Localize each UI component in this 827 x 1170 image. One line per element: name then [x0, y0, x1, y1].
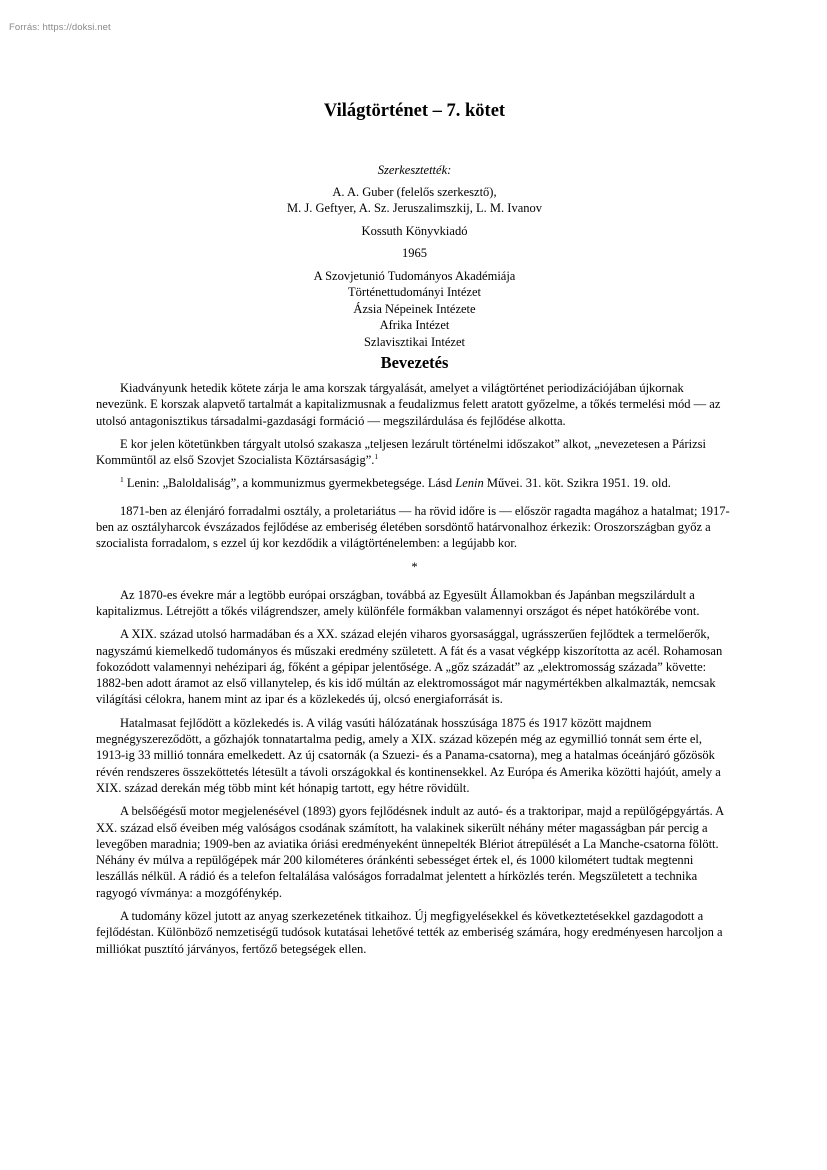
section-title: Bevezetés [380, 353, 449, 372]
title-page-info [96, 162, 733, 350]
institute-line: A Szovjetunió Tudományos Akadémiája [313, 268, 516, 283]
institute-line: Afrika Intézet [379, 318, 450, 332]
institutes-list [96, 268, 733, 351]
editors-list [96, 184, 733, 217]
footnote-number: 1 [120, 475, 124, 485]
document-title: Világtörténet – 7. kötet [323, 101, 506, 121]
section-separator: * [411, 559, 418, 574]
paragraph: A tudomány közel jutott az anyag szerkezetének titkaihoz. Új megfigyelésekkel és következtetésekkel gazdagodott a fejlődéstan. Különböző nemzetiségű tudósok kutatásai lehetővé tették az emberiség számára, hogy eredményesen harcoljon a milliókat pusztító járványos, fertőző betegségek ellen. [96, 909, 723, 956]
footnote-author: Lenin [455, 476, 484, 491]
editor-line: M. J. Geftyer, A. Sz. Jeruszalimszkij, L. M. Ivanov [286, 201, 542, 215]
paragraph-text: E kor jelen kötetünkben tárgyalt utolsó szakasza „teljesen lezárult történelmi időszakot” alkot, „nevezetesen a Párizsi Kommüntől az első Szovjet Szocialista Köztársaságig”. [96, 436, 707, 468]
paragraph: Hatalmasat fejlődött a közlekedés is. A világ vasúti hálózatának hosszúsága 1875 és 1917 között majdnem megnégyszereződött, a gőzhajók tonnatartalma pedig, amely a XIX. század közepén még az egymillió tonnát sem érte el, 1913-ig 33 millió tonnára emelkedett. Az új csatornák (a Szuezi- és a Panama-csatorna), meg a hatalmas óceánjáró gőzösök révén rendszeres összeköttetés létesült a távoli országokkal és kontinensekkel. Az Európa és Amerika közötti hajóút, amely a XIX. század derekán még több mint két hónapig tartott, egy hétre rövidült. [96, 715, 721, 795]
source-url: Forrás: https://doksi.net [9, 22, 111, 33]
footnote-text: Lenin: „Baloldaliság”, a kommunizmus gyermekbetegsége. Lásd [123, 476, 456, 491]
paragraph [96, 436, 733, 469]
institute-line: Ázsia Népeinek Intézete [353, 301, 476, 316]
institute-line: Szlavisztikai Intézet [363, 334, 465, 349]
paragraph: A XIX. század utolsó harmadában és a XX. század elején viharos gyorsasággal, ugrásszerűen fejlődtek a termelőerők, nagyszámú kiemelkedő tudományos és műszaki eredmény született. A fát és a vasat végképp kiszorította az acél. Rohamosan fokozódott valamennyi nehézipari ág, főként a gépipar jelentősége. A „gőz századát” az „elektromosság százada” követte: 1882-ben adott áramot az első villanytelep, és kis idő múltán az elektromosságot már nagymértékben alkalmazták, nemcsak világítási célokra, hanem mint az ipar és a közlekedés új, olcsó energiaforrását is. [96, 627, 723, 707]
paragraph: Az 1870-es évekre már a legtöbb európai országban, továbbá az Egyesült Államokban és Japánban megszilárdult a kapitalizmus. Létrejött a tőkés világrendszer, amely különféle formákban valamennyi országot és népet hatókörébe vont. [96, 587, 700, 618]
publication-year: 1965 [402, 246, 427, 260]
paragraph: A belsőégésű motor megjelenésével (1893) gyors fejlődésnek indult az autó- és a traktoripar, majd a repülőgépgyártás. A XX. század első éveiben még valóságos csodának számított, ha valakinek sikerült néhány méter magasságban pár percig a levegőben maradnia; 1909-ben az aviatika óriási eredményeként ünnepelték Blériot átrepülését a La Manche-csatorna fölött. Néhány év múlva a repülőgépek már 200 kilométeres óránkénti sebességet értek el, és 1000 kilométert tudtak megtenni leszállás nélkül. A rádió és a telefon feltalálása valóságos forradalmat jelentett a hírközlés terén. Megszületett a technika ragyogó vívmánya: a mozgófénykép. [96, 804, 724, 900]
document-page [96, 100, 733, 964]
footnote-text: Művei. 31. köt. Szikra 1951. 19. old. [483, 476, 671, 491]
publisher: Kossuth Könyvkiadó [361, 223, 468, 238]
footnote-reference[interactable]: 1 [374, 452, 379, 462]
paragraph: 1871-ben az élenjáró forradalmi osztály, a proletariátus — ha rövid időre is — először ragadta magához a hatalmat; 1917-ben az osztályharcok évszázados fejlődése az emberiség életében sorsdöntő határvonalhoz érkezik: Oroszországban győz a szocialista forradalom, s ezzel új kor kezdődik a világtörténelemben: a legújabb kor. [96, 503, 730, 551]
paragraph: Kiadványunk hetedik kötete zárja le ama korszak tárgyalását, amelyet a világtörténet periodizációjában újkornak nevezünk. E korszak alapvető tartalmát a kapitalizmusnak a feudalizmus felett aratott győzelme, a tőkés termelési mód — az utolsó antagonisztikus társadalmi-gazdasági formáció — megszilárdulása és fejlődése alkotta. [96, 381, 721, 428]
institute-line: Történettudományi Intézet [348, 285, 481, 299]
footnote [96, 475, 733, 491]
editor-line: A. A. Guber (felelős szerkesztő), [332, 184, 497, 199]
editors-label: Szerkesztették: [377, 163, 452, 177]
